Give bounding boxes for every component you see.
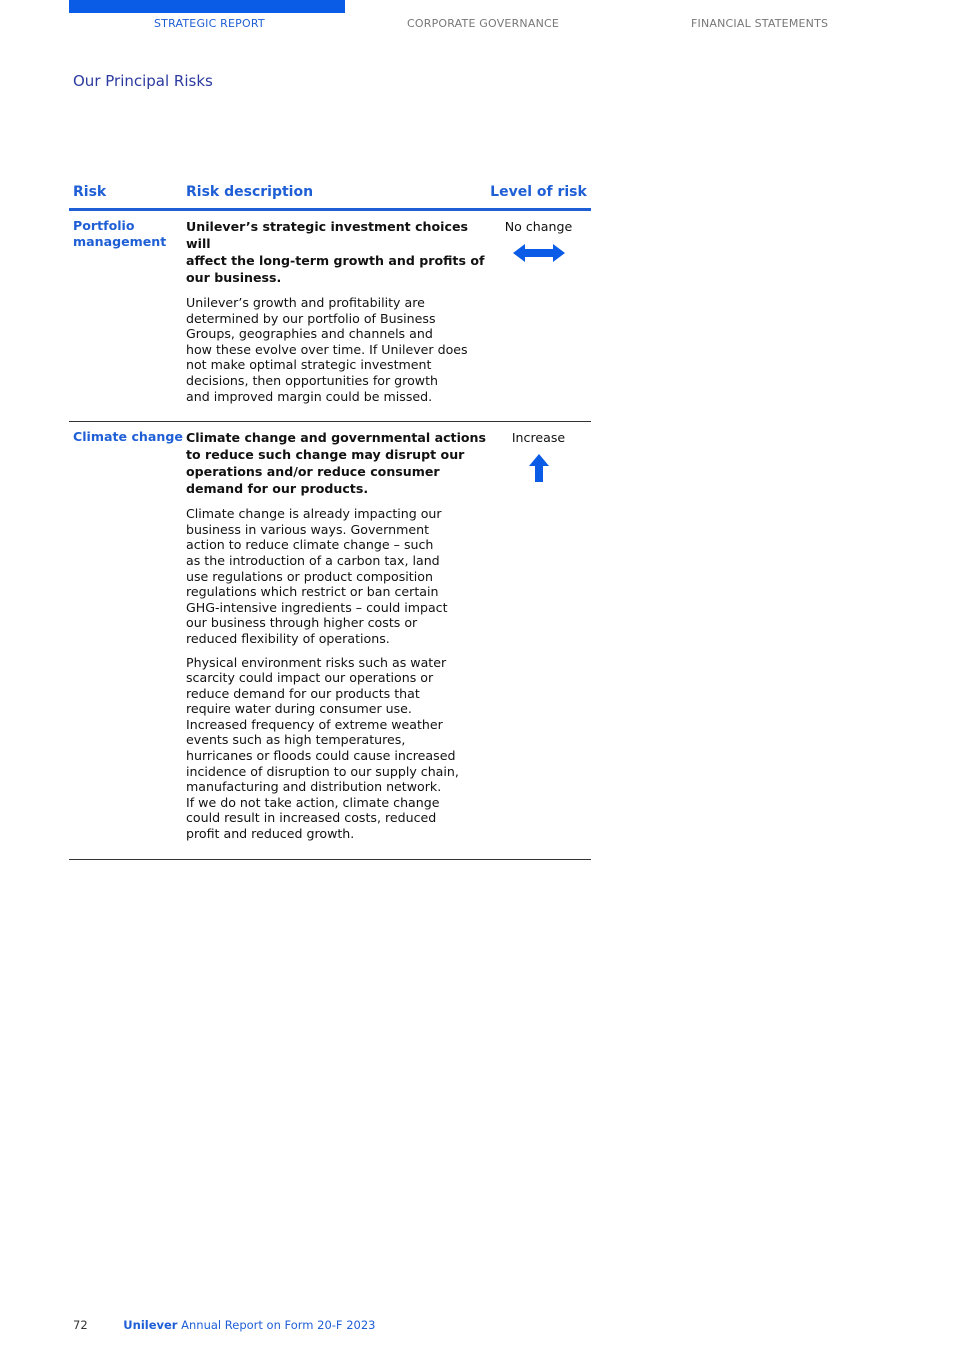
table-row <box>69 211 591 422</box>
header-description: Risk description <box>186 184 314 200</box>
risk-paragraph: Physical environment risks such as water scarcity could impact our operations or reduce demand for our products that require water during consumer use. Increased frequency of extreme weather events such as high temperatures, hurricanes or floods could cause increased incidence of disruption to our supply chain, manufacturing and distribution network. If we do not take action, climate change could result in increased costs, reduced profit and reduced growth. <box>186 654 459 842</box>
risk-level: No change <box>504 219 573 234</box>
report-title: Annual Report on Form 20-F 2023 <box>181 1318 376 1332</box>
risk-table <box>69 184 591 860</box>
double-arrow-horizontal-icon <box>513 243 565 263</box>
arrow-up-icon <box>529 454 549 482</box>
risk-name: Portfolio management <box>73 218 167 249</box>
table-row <box>69 422 591 859</box>
nav-financial-statements[interactable]: FINANCIAL STATEMENTS <box>691 17 829 30</box>
risk-level: Increase <box>511 430 566 446</box>
risk-lead: Unilever’s strategic investment choices will affect the long-term growth and profits of our business. <box>186 219 485 285</box>
risk-name: Climate change <box>73 429 183 445</box>
risk-paragraph: Climate change is already impacting our business in various ways. Government action to reduce climate change – such as the introduction of a carbon tax, land use regulations or product composition regulations which restrict or ban certain GHG-intensive ingredients – could impact our business through higher costs or reduced flexibility of operations. <box>186 506 448 646</box>
footer <box>73 1318 375 1332</box>
nav-corporate-governance[interactable]: CORPORATE GOVERNANCE <box>407 17 560 30</box>
header-risk: Risk <box>73 184 107 200</box>
header-level: Level of risk <box>490 184 587 200</box>
section-title: Our Principal Risks <box>73 72 213 90</box>
table-header <box>69 184 591 211</box>
active-section-bar <box>69 0 345 13</box>
nav-strategic-report[interactable]: STRATEGIC REPORT <box>154 17 265 30</box>
risk-lead: Climate change and governmental actions to reduce such change may disrupt our operations and/or reduce consumer demand for our products. <box>186 430 486 497</box>
brand-name: Unilever <box>123 1318 178 1332</box>
risk-paragraph: Unilever’s growth and profitability are determined by our portfolio of Business Groups, geographies and channels and how these evolve over time. If Unilever does not make optimal strategic investment decisions, then opportunities for growth and improved margin could be missed. <box>186 295 468 404</box>
page-number: 72 <box>73 1318 88 1332</box>
